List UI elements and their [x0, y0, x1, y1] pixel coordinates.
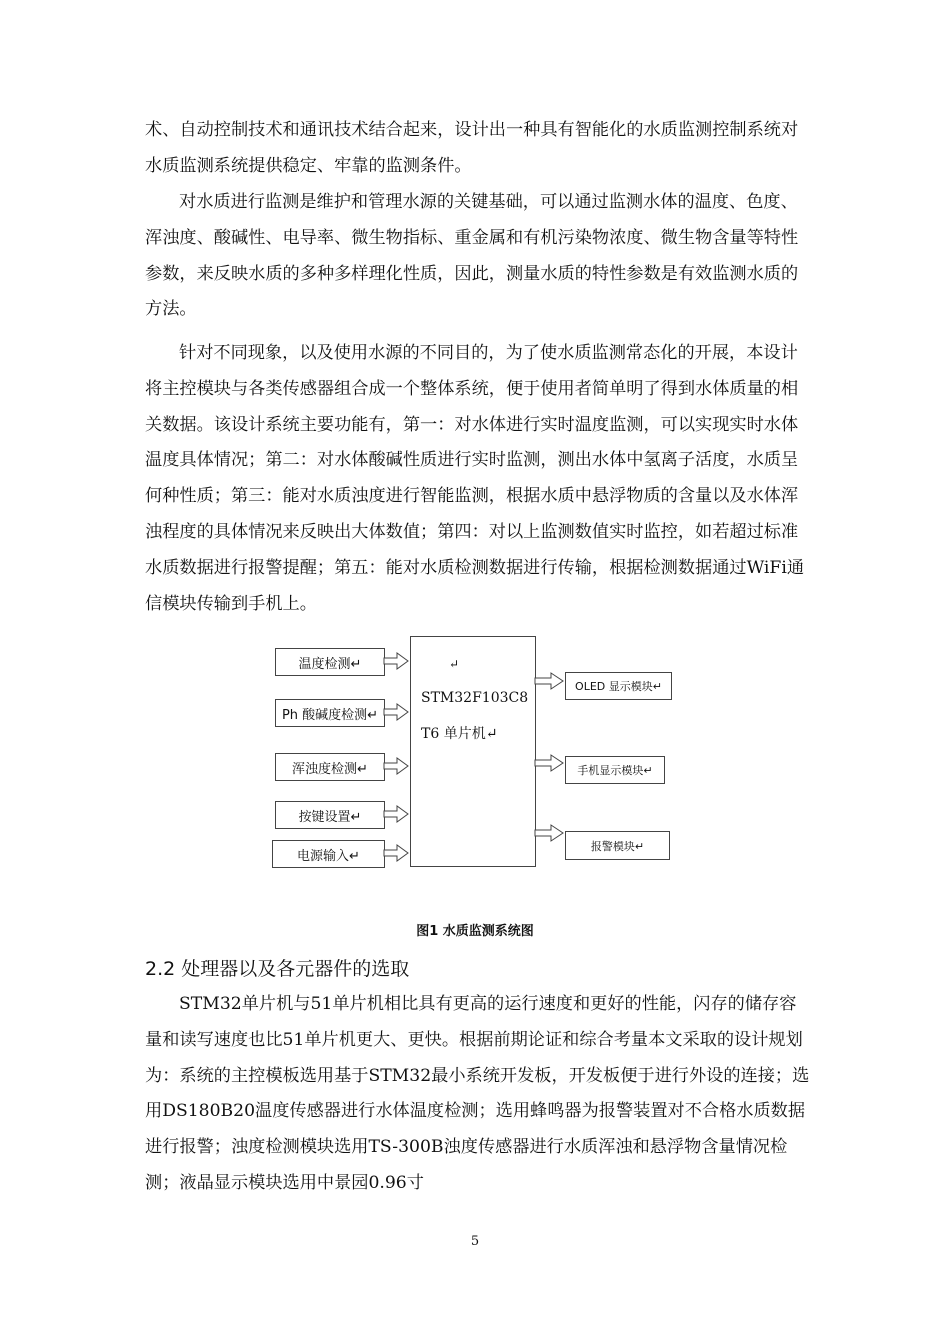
- input-temperature: 温度检测↵: [275, 648, 385, 676]
- arrow-icon: [384, 845, 408, 861]
- input-arrows: [383, 636, 411, 872]
- arrow-icon: [384, 806, 408, 822]
- output-phone: 手机显示模块↵: [565, 756, 665, 784]
- arrow-icon: [535, 755, 563, 771]
- paragraph-3: 针对不同现象，以及使用水源的不同目的，为了使水质监测常态化的开展，本设计将主控模块与各类传感器组合成一个整体系统，便于使用者简单明了得到水体质量的相关数据。该设计系统主要功能有，第一：对水体进行实时温度监测，可以实现实时水体温度具体情况；第二：对水体酸碱性质进行实时监测，测出水体中氢离子活度，水质呈何种性质；第三：能对水质浊度进行智能监测，根据水质中悬浮物质的含量以及水体浑浊程度的具体情况来反映出大体数值；第四：对以上监测数值实时监控，如若超过标准水质数据进行报警提醒；第五：能对水质检测数据进行传输，根据检测数据通过WiFi通信模块传输到手机上。: [145, 343, 805, 614]
- output-arrows: [534, 636, 566, 872]
- page-number: 5: [470, 1234, 480, 1249]
- output-oled: OLED 显示模块↵: [565, 672, 672, 700]
- arrow-icon: [384, 758, 408, 774]
- paragraph-1: 术、自动控制技术和通讯技术结合起来，设计出一种具有智能化的水质监测控制系统对水质监测系统提供稳定、牢靠的监测条件。: [145, 120, 799, 176]
- mcu-label-line1: STM32F103C8: [421, 690, 529, 706]
- arrow-icon: [535, 673, 563, 689]
- input-keys: 按键设置↵: [275, 801, 385, 829]
- arrow-icon: [384, 653, 408, 669]
- input-power: 电源输入↵: [272, 840, 385, 868]
- section-heading: 2.2 处理器以及各元器件的选取: [145, 958, 410, 980]
- paragraph-2: 对水质进行监测是维护和管理水源的关键基础，可以通过监测水体的温度、色度、浑浊度、酸碱性、电导率、微生物指标、重金属和有机污染物浓度、微生物含量等特性参数，来反映水质的多种多样理化性质，因此，测量水质的特性参数是有效监测水质的方法。: [145, 192, 799, 320]
- arrow-icon: [384, 704, 408, 720]
- mcu-label-line2: T6 单片机↵: [421, 726, 498, 742]
- paragraph-4: STM32单片机与51单片机相比具有更高的运行速度和更好的性能，闪存的储存容量和读写速度也比51单片机更大、更快。根据前期论证和综合考量本文采取的设计规划为：系统的主控模板选用基于STM32最小系统开发板，开发板便于进行外设的连接；选用DS180B20温度传感器进行水体温度检测；选用蜂鸣器为报警装置对不合格水质数据进行报警；浊度检测模块选用TS-300B浊度传感器进行水质浑浊和悬浮物含量情况检测；液晶显示模块选用中景园0.96寸: [145, 994, 810, 1193]
- figure-caption: 图1 水质监测系统图: [416, 924, 534, 939]
- output-alarm: 报警模块↵: [565, 831, 670, 860]
- system-diagram: [268, 636, 688, 872]
- arrow-icon: [535, 825, 563, 841]
- input-turbidity: 浑浊度检测↵: [275, 753, 385, 781]
- mcu-box: [410, 636, 536, 867]
- input-ph: Ph 酸碱度检测↵: [275, 699, 385, 727]
- mcu-return-mark: ↵: [449, 657, 460, 671]
